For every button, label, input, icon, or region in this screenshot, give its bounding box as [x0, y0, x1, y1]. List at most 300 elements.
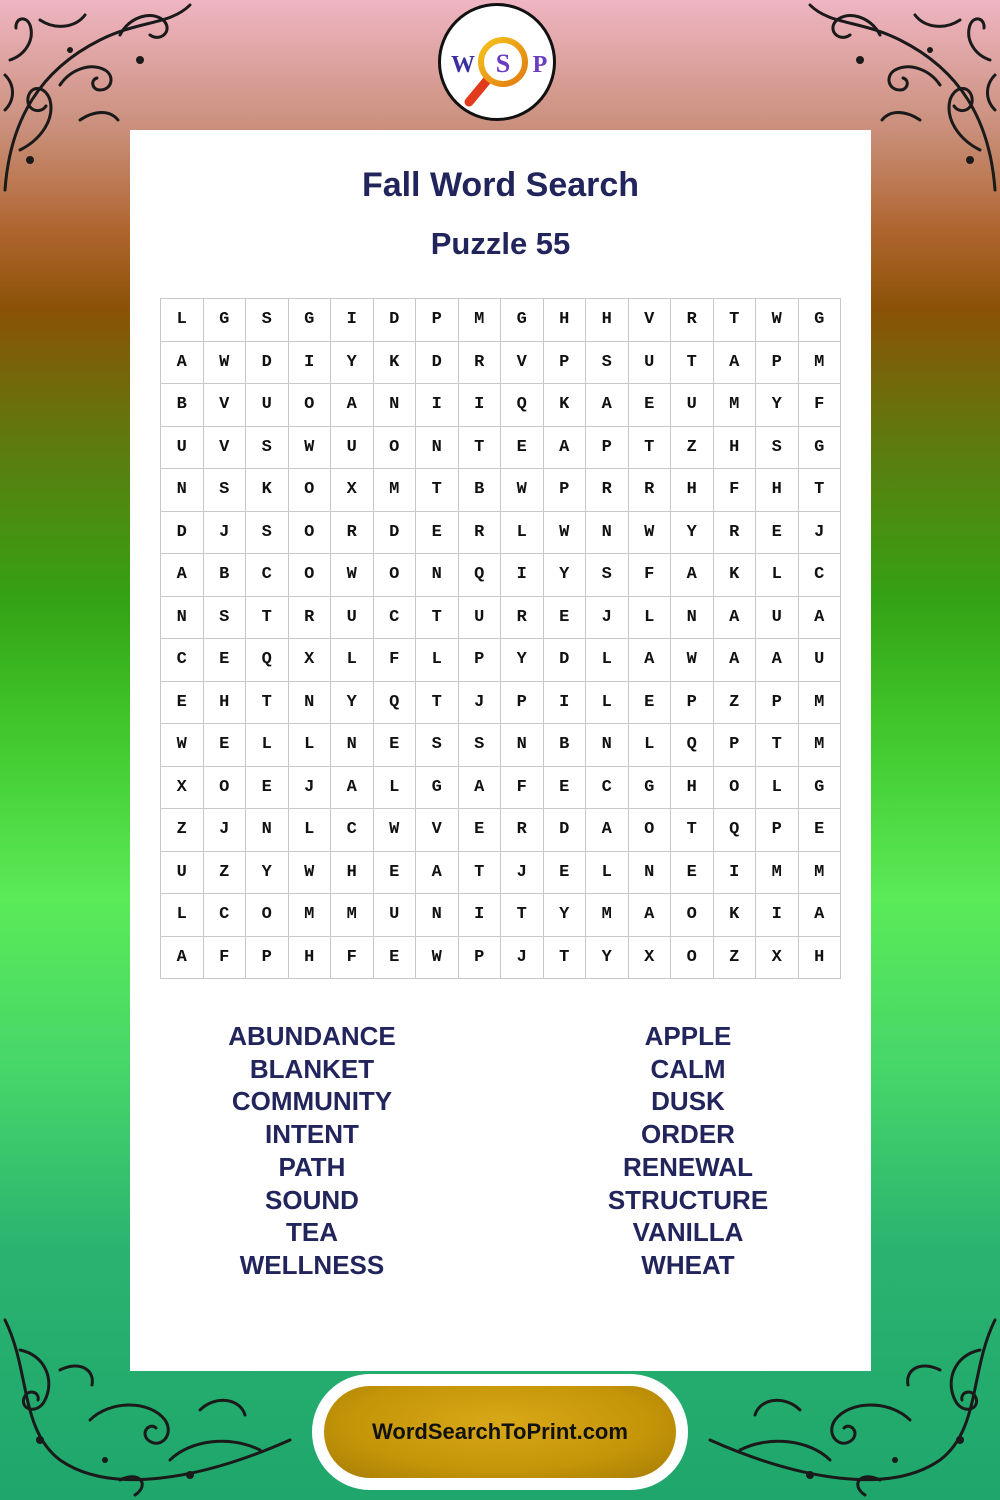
- grid-cell[interactable]: X: [161, 766, 204, 809]
- grid-cell[interactable]: B: [458, 469, 501, 512]
- grid-cell[interactable]: D: [161, 511, 204, 554]
- grid-cell[interactable]: J: [203, 511, 246, 554]
- grid-cell[interactable]: I: [458, 894, 501, 937]
- grid-cell[interactable]: H: [671, 469, 714, 512]
- grid-cell[interactable]: Y: [501, 639, 544, 682]
- grid-cell[interactable]: E: [628, 384, 671, 427]
- grid-cell[interactable]: I: [713, 851, 756, 894]
- grid-row: [161, 384, 841, 427]
- grid-cell[interactable]: I: [288, 341, 331, 384]
- word-item: ABUNDANCE: [228, 1021, 396, 1051]
- grid-cell[interactable]: J: [798, 511, 841, 554]
- grid-cell[interactable]: Q: [501, 384, 544, 427]
- grid-cell[interactable]: A: [713, 341, 756, 384]
- grid-cell[interactable]: F: [373, 639, 416, 682]
- word-item: STRUCTURE: [607, 1184, 769, 1215]
- grid-cell[interactable]: A: [161, 936, 204, 979]
- grid-cell[interactable]: W: [331, 554, 374, 597]
- grid-cell[interactable]: W: [671, 639, 714, 682]
- grid-cell[interactable]: F: [331, 936, 374, 979]
- grid-cell[interactable]: A: [586, 384, 629, 427]
- grid-cell[interactable]: W: [161, 724, 204, 767]
- grid-cell[interactable]: L: [288, 809, 331, 852]
- grid-cell[interactable]: T: [416, 596, 459, 639]
- grid-cell[interactable]: D: [373, 299, 416, 342]
- grid-cell[interactable]: R: [671, 299, 714, 342]
- grid-cell[interactable]: L: [246, 724, 289, 767]
- grid-cell[interactable]: E: [501, 426, 544, 469]
- grid-cell[interactable]: E: [416, 511, 459, 554]
- grid-row: [161, 936, 841, 979]
- grid-cell[interactable]: B: [161, 384, 204, 427]
- grid-cell[interactable]: U: [246, 384, 289, 427]
- grid-cell[interactable]: T: [416, 681, 459, 724]
- grid-cell[interactable]: N: [161, 469, 204, 512]
- grid-cell[interactable]: U: [331, 596, 374, 639]
- grid-cell[interactable]: B: [203, 554, 246, 597]
- grid-cell[interactable]: G: [203, 299, 246, 342]
- grid-row: [161, 809, 841, 852]
- grid-cell[interactable]: C: [331, 809, 374, 852]
- grid-cell[interactable]: A: [713, 596, 756, 639]
- grid-cell[interactable]: D: [373, 511, 416, 554]
- grid-cell[interactable]: R: [288, 596, 331, 639]
- grid-cell[interactable]: L: [756, 554, 799, 597]
- grid-cell[interactable]: L: [586, 639, 629, 682]
- grid-cell[interactable]: V: [203, 384, 246, 427]
- grid-cell[interactable]: Y: [331, 341, 374, 384]
- grid-cell[interactable]: G: [416, 766, 459, 809]
- footer-badge: [312, 1374, 688, 1490]
- grid-cell[interactable]: M: [288, 894, 331, 937]
- grid-cell[interactable]: X: [288, 639, 331, 682]
- grid-cell[interactable]: A: [161, 341, 204, 384]
- grid-cell[interactable]: Z: [161, 809, 204, 852]
- grid-cell[interactable]: N: [416, 554, 459, 597]
- grid-cell[interactable]: A: [161, 554, 204, 597]
- grid-cell[interactable]: E: [458, 809, 501, 852]
- grid-cell[interactable]: M: [798, 724, 841, 767]
- grid-cell[interactable]: U: [671, 384, 714, 427]
- grid-cell[interactable]: S: [586, 554, 629, 597]
- grid-cell[interactable]: S: [203, 469, 246, 512]
- grid-cell[interactable]: M: [458, 299, 501, 342]
- grid-cell[interactable]: T: [416, 469, 459, 512]
- grid-cell[interactable]: F: [713, 469, 756, 512]
- grid-cell[interactable]: C: [586, 766, 629, 809]
- grid-cell[interactable]: T: [671, 809, 714, 852]
- grid-cell[interactable]: N: [628, 851, 671, 894]
- grid-cell[interactable]: W: [416, 936, 459, 979]
- grid-cell[interactable]: V: [501, 341, 544, 384]
- page-title: Fall Word Search: [361, 166, 640, 204]
- grid-cell[interactable]: I: [543, 681, 586, 724]
- grid-cell[interactable]: A: [543, 426, 586, 469]
- grid-cell[interactable]: G: [798, 299, 841, 342]
- grid-row: [161, 341, 841, 384]
- grid-cell[interactable]: U: [628, 341, 671, 384]
- grid-cell[interactable]: L: [628, 596, 671, 639]
- grid-cell[interactable]: J: [586, 596, 629, 639]
- grid-cell[interactable]: A: [756, 639, 799, 682]
- grid-cell[interactable]: U: [331, 426, 374, 469]
- grid-cell[interactable]: R: [713, 511, 756, 554]
- grid-cell[interactable]: L: [161, 299, 204, 342]
- grid-cell[interactable]: S: [246, 299, 289, 342]
- grid-cell[interactable]: H: [203, 681, 246, 724]
- grid-cell[interactable]: H: [756, 469, 799, 512]
- grid-cell[interactable]: J: [501, 851, 544, 894]
- grid-cell[interactable]: P: [756, 809, 799, 852]
- grid-row: [161, 851, 841, 894]
- grid-cell[interactable]: E: [246, 766, 289, 809]
- grid-cell[interactable]: R: [501, 809, 544, 852]
- word-list-right: [538, 1020, 838, 1282]
- grid-cell[interactable]: E: [203, 639, 246, 682]
- grid-cell[interactable]: V: [203, 426, 246, 469]
- grid-cell[interactable]: E: [756, 511, 799, 554]
- grid-cell[interactable]: W: [628, 511, 671, 554]
- grid-cell[interactable]: P: [713, 724, 756, 767]
- grid-cell[interactable]: S: [246, 426, 289, 469]
- grid-cell[interactable]: N: [161, 596, 204, 639]
- grid-cell[interactable]: Q: [373, 681, 416, 724]
- grid-cell[interactable]: X: [756, 936, 799, 979]
- grid-cell[interactable]: F: [501, 766, 544, 809]
- grid-cell[interactable]: J: [203, 809, 246, 852]
- grid-cell[interactable]: L: [628, 724, 671, 767]
- grid-cell[interactable]: O: [671, 936, 714, 979]
- grid-cell[interactable]: E: [543, 596, 586, 639]
- grid-cell[interactable]: D: [246, 341, 289, 384]
- word-item: INTENT: [265, 1119, 359, 1150]
- grid-cell[interactable]: A: [331, 766, 374, 809]
- grid-cell[interactable]: J: [501, 936, 544, 979]
- grid-row: [161, 724, 841, 767]
- grid-cell[interactable]: Y: [586, 936, 629, 979]
- grid-cell[interactable]: H: [288, 936, 331, 979]
- puzzle-card: [130, 130, 871, 1371]
- website-link-button[interactable]: WordSearchToPrint.com: [324, 1386, 676, 1478]
- grid-cell[interactable]: F: [798, 384, 841, 427]
- grid-cell[interactable]: M: [713, 384, 756, 427]
- grid-cell[interactable]: R: [458, 511, 501, 554]
- grid-cell[interactable]: R: [458, 341, 501, 384]
- grid-cell[interactable]: N: [586, 511, 629, 554]
- grid-cell[interactable]: Y: [331, 681, 374, 724]
- grid-cell[interactable]: A: [331, 384, 374, 427]
- word-item: CALM: [650, 1053, 726, 1084]
- grid-cell[interactable]: Z: [713, 681, 756, 724]
- grid-cell[interactable]: W: [501, 469, 544, 512]
- grid-cell[interactable]: Z: [713, 936, 756, 979]
- site-logo[interactable]: [438, 3, 556, 121]
- grid-cell[interactable]: S: [458, 724, 501, 767]
- grid-cell[interactable]: T: [713, 299, 756, 342]
- grid-cell[interactable]: Q: [713, 809, 756, 852]
- grid-cell[interactable]: E: [671, 851, 714, 894]
- magnifier-icon: [441, 6, 553, 118]
- word-item: SOUND: [265, 1184, 359, 1215]
- grid-cell[interactable]: Q: [246, 639, 289, 682]
- grid-cell[interactable]: N: [373, 384, 416, 427]
- grid-cell[interactable]: T: [756, 724, 799, 767]
- grid-cell[interactable]: P: [501, 681, 544, 724]
- grid-cell[interactable]: H: [713, 426, 756, 469]
- grid-cell[interactable]: A: [798, 596, 841, 639]
- grid-cell[interactable]: Z: [671, 426, 714, 469]
- grid-cell[interactable]: B: [543, 724, 586, 767]
- grid-cell[interactable]: T: [798, 469, 841, 512]
- grid-row: [161, 894, 841, 937]
- word-list-left: [162, 1020, 462, 1282]
- grid-cell[interactable]: M: [798, 851, 841, 894]
- grid-cell[interactable]: W: [288, 851, 331, 894]
- grid-cell[interactable]: A: [416, 851, 459, 894]
- grid-cell[interactable]: Y: [756, 384, 799, 427]
- grid-row: [161, 426, 841, 469]
- grid-cell[interactable]: D: [543, 809, 586, 852]
- grid-cell[interactable]: K: [713, 554, 756, 597]
- grid-cell[interactable]: K: [373, 341, 416, 384]
- grid-cell[interactable]: A: [628, 639, 671, 682]
- grid-cell[interactable]: C: [246, 554, 289, 597]
- word-item: APPLE: [644, 1021, 732, 1051]
- grid-cell[interactable]: L: [373, 766, 416, 809]
- grid-cell[interactable]: F: [628, 554, 671, 597]
- grid-cell[interactable]: P: [458, 936, 501, 979]
- word-item: PATH: [278, 1151, 346, 1182]
- grid-cell[interactable]: W: [756, 299, 799, 342]
- grid-cell[interactable]: E: [373, 936, 416, 979]
- grid-cell[interactable]: Q: [671, 724, 714, 767]
- grid-cell[interactable]: S: [203, 596, 246, 639]
- grid-cell[interactable]: T: [246, 681, 289, 724]
- grid-cell[interactable]: I: [416, 384, 459, 427]
- grid-cell[interactable]: S: [586, 341, 629, 384]
- grid-cell[interactable]: P: [756, 681, 799, 724]
- grid-cell[interactable]: H: [331, 851, 374, 894]
- logo-letter-p: P: [532, 52, 548, 78]
- grid-cell[interactable]: P: [756, 341, 799, 384]
- grid-row: [161, 596, 841, 639]
- grid-row: [161, 469, 841, 512]
- grid-cell[interactable]: P: [458, 639, 501, 682]
- grid-cell[interactable]: E: [628, 681, 671, 724]
- grid-cell[interactable]: O: [373, 426, 416, 469]
- grid-cell[interactable]: E: [373, 851, 416, 894]
- grid-cell[interactable]: C: [203, 894, 246, 937]
- grid-cell[interactable]: D: [416, 341, 459, 384]
- grid-cell[interactable]: O: [373, 554, 416, 597]
- grid-cell[interactable]: C: [798, 554, 841, 597]
- grid-cell[interactable]: O: [713, 766, 756, 809]
- grid-cell[interactable]: Q: [458, 554, 501, 597]
- grid-cell[interactable]: W: [373, 809, 416, 852]
- word-item: VANILLA: [632, 1217, 744, 1248]
- word-item: BLANKET: [249, 1053, 375, 1084]
- grid-cell[interactable]: I: [458, 384, 501, 427]
- grid-cell[interactable]: Z: [203, 851, 246, 894]
- grid-cell[interactable]: M: [373, 469, 416, 512]
- logo-letter-w: W: [451, 52, 475, 78]
- grid-cell[interactable]: T: [458, 851, 501, 894]
- grid-cell[interactable]: P: [246, 936, 289, 979]
- grid-cell[interactable]: L: [161, 894, 204, 937]
- grid-cell[interactable]: X: [331, 469, 374, 512]
- grid-cell[interactable]: R: [331, 511, 374, 554]
- grid-cell[interactable]: P: [416, 299, 459, 342]
- grid-cell[interactable]: O: [671, 894, 714, 937]
- grid-cell[interactable]: U: [458, 596, 501, 639]
- grid-cell[interactable]: S: [246, 511, 289, 554]
- grid-cell[interactable]: O: [288, 384, 331, 427]
- grid-cell[interactable]: T: [246, 596, 289, 639]
- grid-cell[interactable]: L: [501, 511, 544, 554]
- grid-cell[interactable]: O: [246, 894, 289, 937]
- grid-cell[interactable]: V: [416, 809, 459, 852]
- word-item: DUSK: [651, 1086, 725, 1117]
- word-item: WELLNESS: [239, 1249, 385, 1280]
- grid-cell[interactable]: T: [671, 341, 714, 384]
- grid-cell[interactable]: L: [586, 851, 629, 894]
- grid-cell[interactable]: M: [331, 894, 374, 937]
- word-item: ORDER: [641, 1119, 735, 1150]
- grid-cell[interactable]: I: [501, 554, 544, 597]
- grid-cell[interactable]: E: [373, 724, 416, 767]
- grid-cell[interactable]: U: [798, 639, 841, 682]
- grid-cell[interactable]: L: [586, 681, 629, 724]
- grid-cell[interactable]: O: [288, 511, 331, 554]
- grid-cell[interactable]: T: [501, 894, 544, 937]
- grid-cell[interactable]: N: [671, 596, 714, 639]
- grid-cell[interactable]: G: [798, 426, 841, 469]
- grid-cell[interactable]: P: [543, 469, 586, 512]
- grid-cell[interactable]: O: [628, 809, 671, 852]
- grid-cell[interactable]: A: [628, 894, 671, 937]
- grid-cell[interactable]: U: [373, 894, 416, 937]
- grid-cell[interactable]: M: [798, 681, 841, 724]
- puzzle-subtitle: Puzzle 55: [430, 226, 571, 261]
- grid-cell[interactable]: L: [416, 639, 459, 682]
- grid-cell[interactable]: E: [203, 724, 246, 767]
- grid-row: [161, 299, 841, 342]
- grid-cell[interactable]: N: [331, 724, 374, 767]
- grid-cell[interactable]: F: [203, 936, 246, 979]
- grid-cell[interactable]: M: [586, 894, 629, 937]
- grid-cell[interactable]: I: [756, 894, 799, 937]
- grid-cell[interactable]: W: [288, 426, 331, 469]
- grid-row: [161, 681, 841, 724]
- grid-cell[interactable]: D: [543, 639, 586, 682]
- grid-cell[interactable]: L: [756, 766, 799, 809]
- grid-cell[interactable]: W: [543, 511, 586, 554]
- grid-cell[interactable]: A: [458, 766, 501, 809]
- grid-cell[interactable]: E: [543, 766, 586, 809]
- grid-row: [161, 766, 841, 809]
- grid-cell[interactable]: T: [543, 936, 586, 979]
- grid-cell[interactable]: P: [671, 681, 714, 724]
- grid-cell[interactable]: N: [586, 724, 629, 767]
- grid-cell[interactable]: R: [586, 469, 629, 512]
- grid-cell[interactable]: A: [798, 894, 841, 937]
- grid-cell[interactable]: E: [798, 809, 841, 852]
- grid-cell[interactable]: G: [798, 766, 841, 809]
- grid-cell[interactable]: V: [628, 299, 671, 342]
- grid-cell[interactable]: N: [501, 724, 544, 767]
- grid-row: [161, 511, 841, 554]
- grid-cell[interactable]: U: [161, 426, 204, 469]
- grid-cell[interactable]: N: [246, 809, 289, 852]
- grid-cell[interactable]: I: [331, 299, 374, 342]
- grid-cell[interactable]: L: [331, 639, 374, 682]
- grid-cell[interactable]: H: [586, 299, 629, 342]
- logo-letter-s: S: [495, 49, 511, 78]
- grid-cell[interactable]: H: [671, 766, 714, 809]
- grid-cell[interactable]: W: [203, 341, 246, 384]
- grid-cell[interactable]: Y: [246, 851, 289, 894]
- grid-cell[interactable]: T: [458, 426, 501, 469]
- grid-cell[interactable]: S: [416, 724, 459, 767]
- word-item: TEA: [286, 1217, 338, 1248]
- grid-cell[interactable]: X: [628, 936, 671, 979]
- grid-cell[interactable]: K: [246, 469, 289, 512]
- grid-cell[interactable]: K: [713, 894, 756, 937]
- grid-cell[interactable]: R: [501, 596, 544, 639]
- grid-cell[interactable]: C: [161, 639, 204, 682]
- grid-cell[interactable]: M: [798, 341, 841, 384]
- grid-cell[interactable]: A: [586, 809, 629, 852]
- grid-cell[interactable]: E: [161, 681, 204, 724]
- grid-cell[interactable]: H: [543, 299, 586, 342]
- grid-cell[interactable]: P: [543, 341, 586, 384]
- grid-cell[interactable]: T: [628, 426, 671, 469]
- grid-cell[interactable]: G: [288, 299, 331, 342]
- grid-cell[interactable]: O: [288, 469, 331, 512]
- grid-cell[interactable]: L: [288, 724, 331, 767]
- letter-grid: [160, 298, 841, 979]
- grid-cell[interactable]: U: [161, 851, 204, 894]
- grid-cell[interactable]: A: [713, 639, 756, 682]
- grid-cell[interactable]: N: [416, 426, 459, 469]
- word-item: COMMUNITY: [231, 1086, 393, 1117]
- grid-cell[interactable]: U: [756, 596, 799, 639]
- grid-cell[interactable]: M: [756, 851, 799, 894]
- grid-cell[interactable]: H: [798, 936, 841, 979]
- grid-cell[interactable]: O: [288, 554, 331, 597]
- grid-cell[interactable]: S: [756, 426, 799, 469]
- grid-cell[interactable]: E: [543, 851, 586, 894]
- grid-cell[interactable]: R: [628, 469, 671, 512]
- grid-cell[interactable]: Y: [543, 894, 586, 937]
- grid-cell[interactable]: Y: [543, 554, 586, 597]
- grid-cell[interactable]: O: [203, 766, 246, 809]
- grid-cell[interactable]: N: [416, 894, 459, 937]
- grid-cell[interactable]: A: [671, 554, 714, 597]
- grid-cell[interactable]: N: [288, 681, 331, 724]
- grid-cell[interactable]: Y: [671, 511, 714, 554]
- word-item: RENEWAL: [623, 1151, 753, 1182]
- grid-cell[interactable]: J: [288, 766, 331, 809]
- grid-row: [161, 639, 841, 682]
- grid-cell[interactable]: G: [501, 299, 544, 342]
- grid-cell[interactable]: J: [458, 681, 501, 724]
- grid-cell[interactable]: C: [373, 596, 416, 639]
- grid-cell[interactable]: G: [628, 766, 671, 809]
- grid-cell[interactable]: K: [543, 384, 586, 427]
- grid-row: [161, 554, 841, 597]
- grid-cell[interactable]: P: [586, 426, 629, 469]
